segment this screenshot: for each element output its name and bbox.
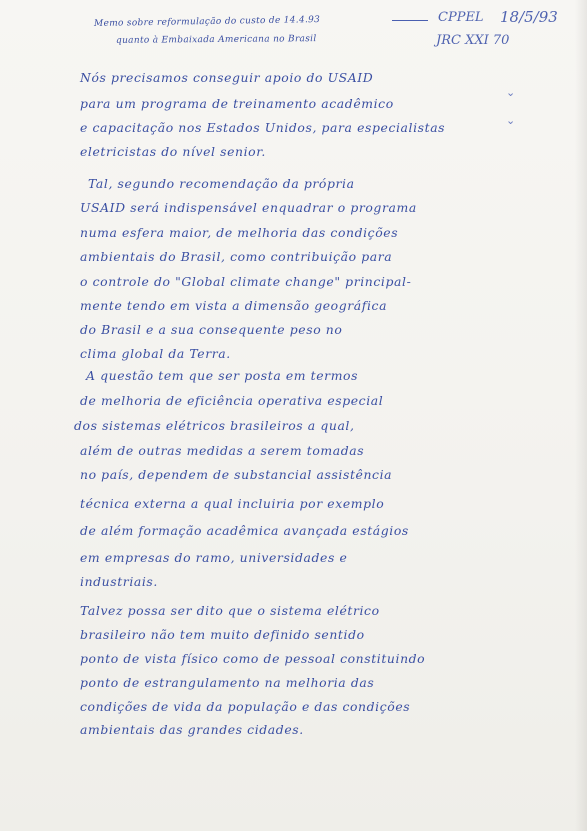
text-line: para um programa de treinamento acadêmico: [80, 96, 394, 111]
text-line: Nós precisamos conseguir apoio do USAID: [80, 70, 374, 85]
text-line: além de outras medidas a serem tomadas: [80, 443, 365, 458]
text-line: ambientais das grandes cidades.: [80, 722, 304, 737]
text-line: do Brasil e a sua consequente peso no: [80, 322, 343, 337]
margin-mark: ⌄: [506, 87, 516, 99]
text-line: Tal, segundo recomendação da própria: [88, 176, 355, 191]
text-line: de melhoria de eficiência operativa especial: [80, 393, 384, 408]
archive-reference: JRC XXI 70: [436, 33, 510, 48]
archive-date: 18/5/93: [500, 8, 558, 26]
text-line: A questão tem que ser posta em termos: [86, 368, 359, 383]
text-line: ambientais do Brasil, como contribuição para: [80, 249, 393, 264]
text-line: ponto de estrangulamento na melhoria das: [80, 675, 375, 690]
text-line: o controle do "Global climate change" principal-: [80, 274, 412, 289]
text-line: brasileiro não tem muito definido sentido: [80, 627, 365, 642]
text-line: eletricistas do nível senior.: [80, 144, 266, 159]
text-line: ponto de vista físico como de pessoal constituindo: [80, 651, 426, 666]
text-line: numa esfera maior, de melhoria das condições: [80, 225, 399, 240]
memo-header-line-1: Memo sobre reformulação do custo de 14.4.93: [93, 15, 321, 29]
archive-code: CPPEL: [438, 10, 484, 25]
text-line: e capacitação nos Estados Unidos, para especialistas: [80, 120, 446, 135]
memo-header-line-2: quanto à Embaixada Americana no Brasil: [115, 34, 317, 46]
text-line: no país, dependem de substancial assistência: [80, 467, 393, 482]
text-line: clima global da Terra.: [80, 346, 231, 361]
text-line: dos sistemas elétricos brasileiros a qual,: [74, 418, 355, 433]
text-line: industriais.: [80, 574, 158, 589]
header-dash: [392, 20, 428, 21]
text-line: condições de vida da população e das condições: [80, 699, 411, 714]
page-edge-shadow: [575, 0, 587, 831]
text-line: em empresas do ramo, universidades e: [80, 550, 348, 565]
text-line: mente tendo em vista a dimensão geográfica: [80, 298, 388, 313]
text-line: USAID será indispensável enquadrar o programa: [80, 200, 417, 215]
text-line: Talvez possa ser dito que o sistema elétrico: [80, 603, 380, 618]
margin-mark: ⌄: [506, 115, 516, 127]
text-line: de além formação acadêmica avançada estágios: [80, 523, 409, 538]
text-line: técnica externa a qual incluiria por exemplo: [80, 496, 385, 511]
